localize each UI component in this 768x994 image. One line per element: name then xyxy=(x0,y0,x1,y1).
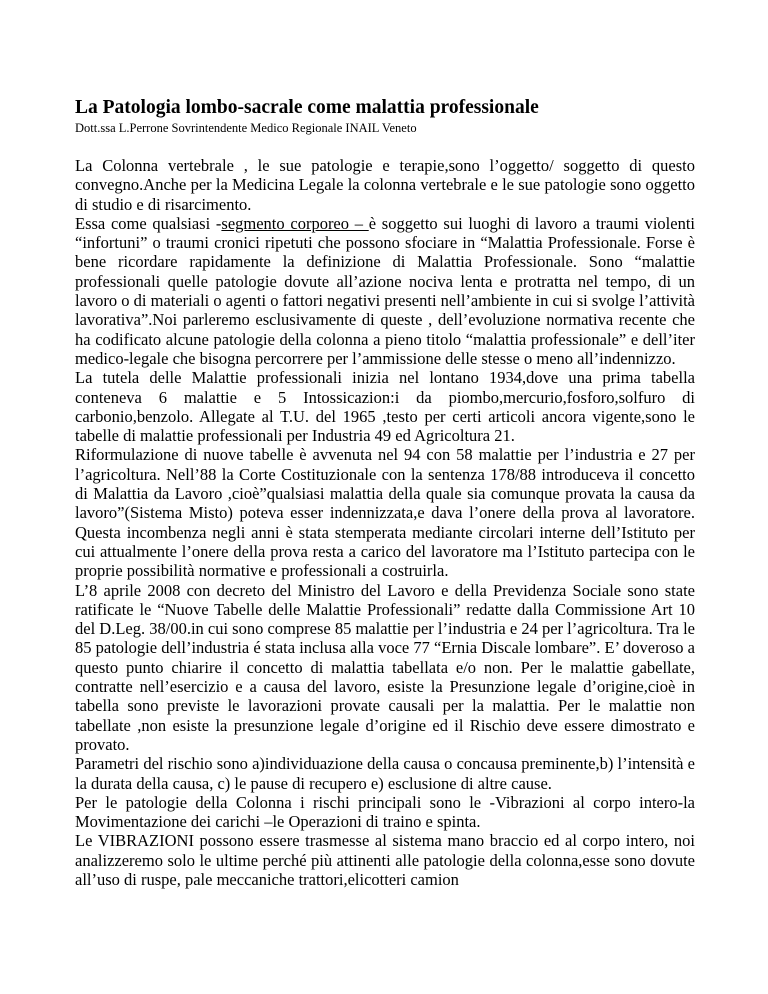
document-body xyxy=(75,156,695,889)
paragraph-intro: La Colonna vertebrale , le sue patologie e terapie,sono l’oggetto/ soggetto di questo convegno.Anche per la Medicina Legale la colonna vertebrale e le sue patologie sono oggetto di studio e di risarcimento. xyxy=(75,156,695,214)
paragraph-history: La tutela delle Malattie professionali inizia nel lontano 1934,dove una prima tabella conteneva 6 malattie e 5 Intossicazion:i da piombo,mercurio,fosforo,solfuro di carbonio,benzolo. Allegate al T.U. del 1965 ,testo per certi articoli ancora vigente,sono le tabelle di malattie professionali per Industria 49 ed Agricoltura 21. xyxy=(75,368,695,446)
paragraph-definition xyxy=(75,214,695,368)
paragraph-vibrations: Le VIBRAZIONI possono essere trasmesse al sistema mano braccio ed al corpo intero, noi analizzeremo solo le ultime perché più attinenti alle patologie della colonna,esse sono dovute all’uso di ruspe, pale meccaniche trattori,elicotteri camion xyxy=(75,831,695,889)
underlined-term: segmento corporeo – xyxy=(221,213,369,233)
document-page xyxy=(75,97,695,889)
paragraph-spine-risks: Per le patologie della Colonna i rischi principali sono le -Vibrazioni al corpo intero-la Movimentazione dei carichi –le Operazioni di traino e spinta. xyxy=(75,792,695,832)
paragraph-reform: Riformulazione di nuove tabelle è avvenuta nel 94 con 58 malattie per l’industria e 27 per l’agricoltura. Nell’88 la Corte Costituzionale con la sentenza 178/88 introduceva il concetto di Malattia da Lavoro ,cioè”qualsiasi malattia della quale sia comunque provata la causa da lavoro”(Sistema Misto) poteva esser indennizzata,e dava l’onere della prova al lavoratore. Questa incombenza negli anni è stata stemperata mediante circolari interne dell’Istituto per cui attualmente l’onere della prova resta a carico del lavoratore ma l’Istituto partecipa con le proprie possibilità normative e professionali a costruirla. xyxy=(75,445,695,581)
document-author: Dott.ssa L.Perrone Sovrintendente Medico Regionale INAIL Veneto xyxy=(75,121,417,135)
paragraph-risk-parameters: Parametri del rischio sono a)individuazione della causa o concausa preminente,b) l’intensità e la durata della causa, c) le pause di recupero e) esclusione di altre cause. xyxy=(75,754,695,793)
paragraph-new-tables: L’8 aprile 2008 con decreto del Ministro del Lavoro e della Previdenza Sociale sono state ratificate le “Nuove Tabelle delle Malattie Professionali” redatte dalla Commissione Art 10 del D.Leg. 38/00.in cui sono comprese 85 malattie per l’industria e 24 per l’agricoltura. Tra le 85 patologie dell’industria é stata inclusa alla voce 77 “Ernia Discale lombare”. E’ doveroso a questo punto chiarire il concetto di malattia tabellata e/o non. Per le malattie gabellate, contratte nell’esercizio e a causa del lavoro, esiste la Presunzione legale d’origine,cioè in tabella sono previste le lavorazioni provate causali per la malattia. Per le malattie non tabellate ,non esiste la presunzione legale d’origine ed il Rischio deve essere dimostrato e provato. xyxy=(75,580,695,754)
paragraph-definition-rest: è soggetto sui luoghi di lavoro a traumi violenti “infortuni” o traumi cronici ripetuti che possono sfociare in “Malattia Professionale. Forse è bene ricordare rapidamente la definizione di Malattia Professionale. Sono “malattie professionali quelle patologie dovute all’azione nociva lenta e protratta nel tempo, di un lavoro o di materiali o agenti o fattori negativi presenti nell’ambiente in cui si svolge l’attività lavorativa”.Noi parleremo esclusivamente di queste , dell’evoluzione normativa recente che ha codificato alcune patologie della colonna a pieno titolo “malattia professionale” e dell’iter medico-legale che bisogna percorrere per l’ammissione delle stesse o meno all’indennizzo. xyxy=(75,213,696,368)
document-title: La Patologia lombo-sacrale come malattia professionale xyxy=(75,97,539,118)
paragraph-definition-start: Essa come qualsiasi - xyxy=(75,213,222,233)
